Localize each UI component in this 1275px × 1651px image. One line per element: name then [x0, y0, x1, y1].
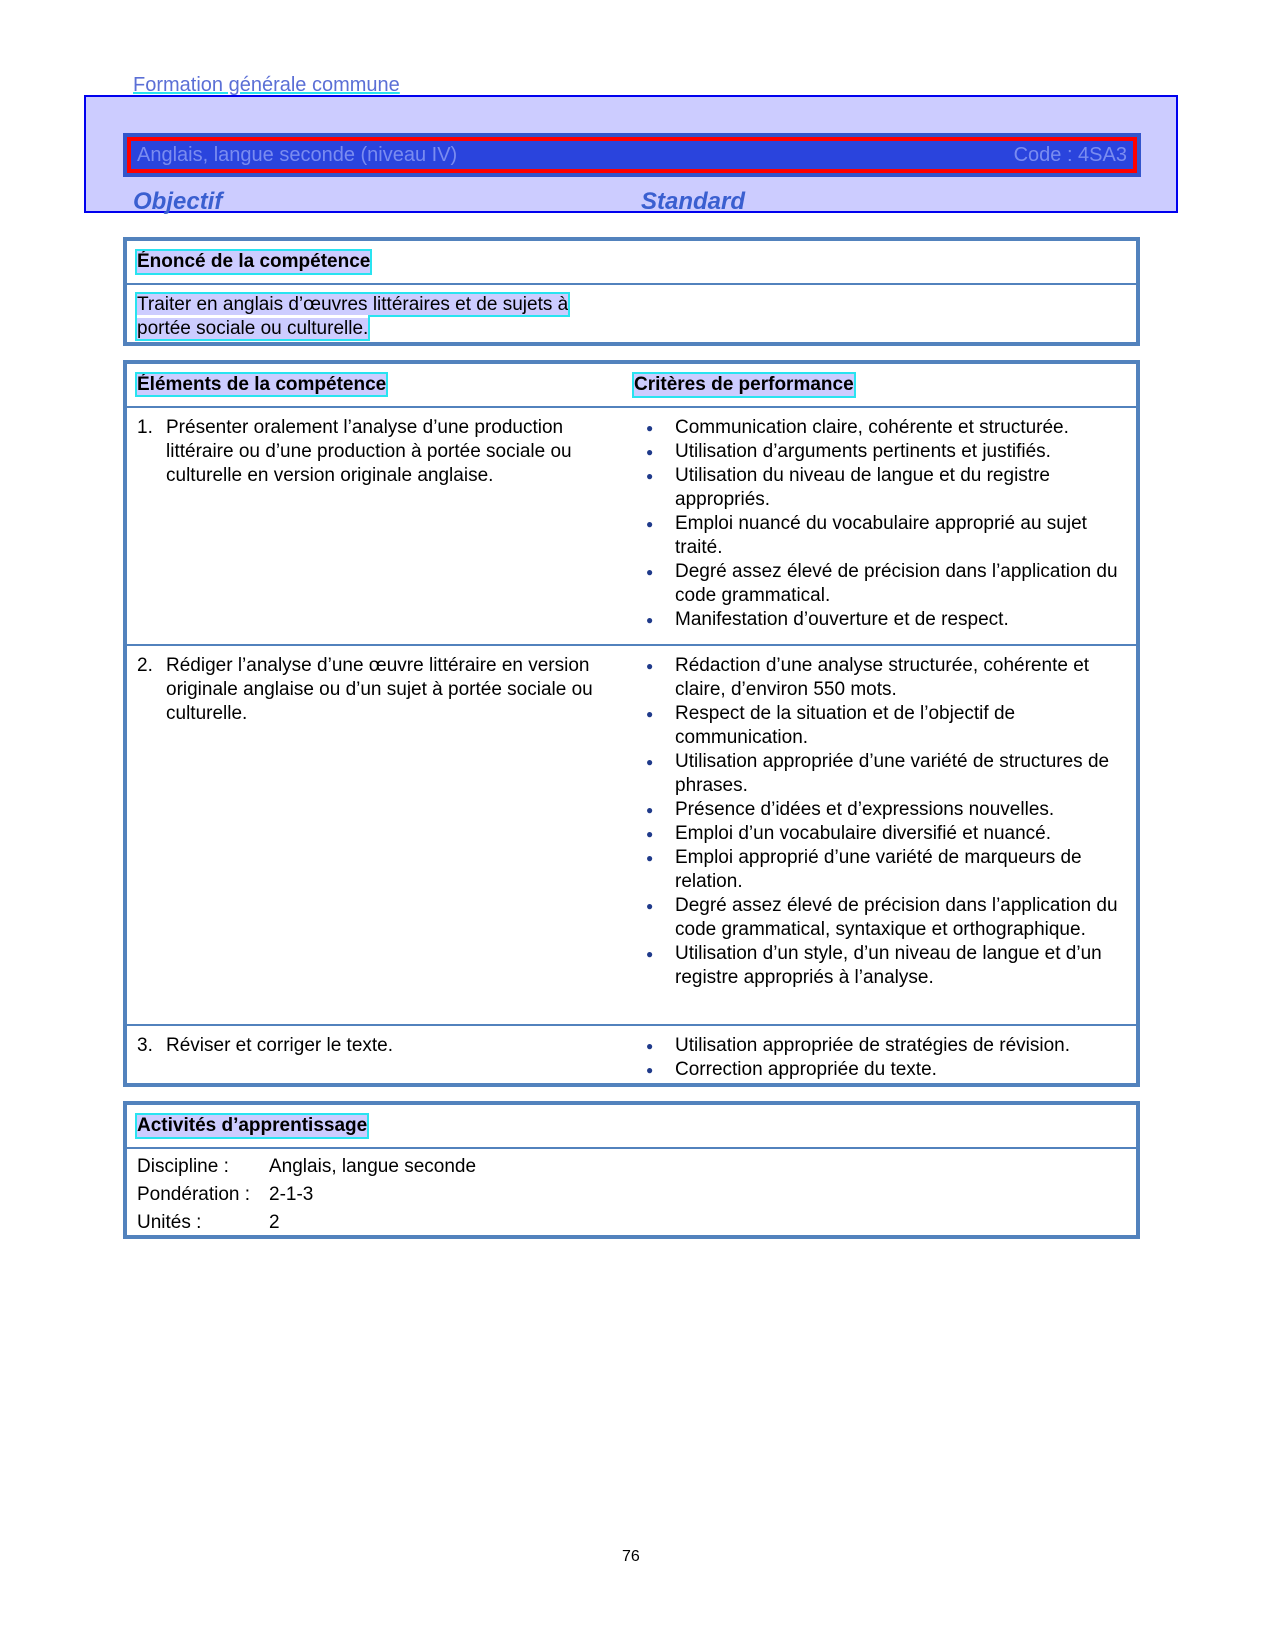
element-row-3	[127, 1024, 1136, 1086]
element-text: Rédiger l’analyse d’une œuvre littéraire en version originale anglaise ou d’un sujet à portée sociale ou culturelle.	[166, 655, 593, 724]
criterion-item: ● Correction appropriée du texte.	[646, 1059, 937, 1080]
bullet-icon: ●	[646, 445, 654, 459]
bullet-icon: ●	[646, 755, 654, 769]
criterion-item: ● Degré assez élevé de précision dans l’application du code grammatical, syntaxique et orthographique.	[646, 895, 1118, 940]
bullet-icon: ●	[646, 851, 654, 865]
activities-heading: Activités d’apprentissage	[137, 1115, 368, 1136]
criterion-item: ● Utilisation appropriée d’une variété de structures de phrases.	[646, 751, 1110, 796]
objective-label: Objectif	[133, 188, 223, 215]
section-title: Formation générale commune	[133, 74, 400, 96]
discipline-label: Discipline :	[137, 1156, 229, 1177]
discipline-value: Anglais, langue seconde	[269, 1156, 477, 1177]
criterion-item: ● Rédaction d’une analyse structurée, cohérente et claire, d’environ 550 mots.	[646, 655, 1090, 700]
bullet-icon: ●	[646, 947, 654, 961]
bullet-icon: ●	[646, 469, 654, 483]
criterion-item: ● Utilisation d’un style, d’un niveau de langue et d’un registre appropriés à l’analyse.	[646, 943, 1102, 988]
course-title: Anglais, langue seconde (niveau IV)	[137, 143, 458, 166]
bullet-icon: ●	[646, 613, 654, 627]
element-text: Présenter oralement l’analyse d’une production littéraire ou d’une production à portée sociale ou culturelle en version originale anglaise.	[166, 417, 572, 486]
units-value: 2	[269, 1212, 280, 1233]
bullet-icon: ●	[646, 1039, 654, 1053]
bullet-icon: ●	[646, 803, 654, 817]
bullet-icon: ●	[646, 827, 654, 841]
element-number: 1.	[137, 417, 153, 438]
standard-label: Standard	[641, 188, 746, 215]
learning-activities-box	[123, 1101, 1140, 1239]
bullet-icon: ●	[646, 659, 654, 673]
bullet-icon: ●	[646, 421, 654, 435]
competence-statement-box	[123, 237, 1140, 346]
criteria-heading: Critères de performance	[634, 374, 854, 395]
element-row-1	[127, 408, 1136, 644]
criterion-item: ● Respect de la situation et de l’objectif de communication.	[646, 703, 1016, 748]
criterion-item: ● Présence d’idées et d’expressions nouvelles.	[646, 799, 1055, 820]
criterion-item: ● Emploi d’un vocabulaire diversifié et nuancé.	[646, 823, 1051, 844]
criterion-item: ● Utilisation appropriée de stratégies de révision.	[646, 1035, 1070, 1056]
criterion-item: ● Communication claire, cohérente et structurée.	[646, 417, 1069, 438]
course-code: Code : 4SA3	[1013, 143, 1127, 166]
competence-statement: Traiter en anglais d’œuvres littéraires et de sujets à portée sociale ou culturelle.	[137, 294, 569, 339]
bullet-icon: ●	[646, 517, 654, 531]
weighting-row	[137, 1181, 1126, 1209]
competence-elements-box	[123, 360, 1140, 1087]
course-title-bar	[123, 133, 1141, 177]
units-row	[137, 1209, 1126, 1237]
criterion-item: ● Emploi nuancé du vocabulaire approprié au sujet traité.	[646, 513, 1087, 558]
criterion-item: ● Utilisation d’arguments pertinents et justifiés.	[646, 441, 1051, 462]
criterion-item: ● Utilisation du niveau de langue et du registre appropriés.	[646, 465, 1050, 510]
discipline-row	[137, 1153, 1126, 1181]
weighting-label: Pondération :	[137, 1184, 251, 1205]
units-label: Unités :	[137, 1212, 202, 1233]
weighting-value: 2-1-3	[269, 1184, 314, 1205]
bullet-icon: ●	[646, 1063, 654, 1077]
page-number: 76	[622, 1548, 640, 1565]
criterion-item: ● Manifestation d’ouverture et de respect.	[646, 609, 1009, 630]
bullet-icon: ●	[646, 899, 654, 913]
element-row-2	[127, 644, 1136, 1024]
bullet-icon: ●	[646, 707, 654, 721]
competence-heading: Énoncé de la compétence	[137, 251, 371, 272]
element-number: 2.	[137, 655, 153, 676]
criterion-item: ● Emploi approprié d’une variété de marqueurs de relation.	[646, 847, 1082, 892]
element-text: Réviser et corriger le texte.	[166, 1035, 394, 1056]
criterion-item: ● Degré assez élevé de précision dans l’application du code grammatical.	[646, 561, 1118, 606]
elements-heading: Éléments de la compétence	[137, 374, 387, 395]
bullet-icon: ●	[646, 565, 654, 579]
element-number: 3.	[137, 1035, 153, 1056]
objective-standard-row	[133, 188, 1143, 216]
